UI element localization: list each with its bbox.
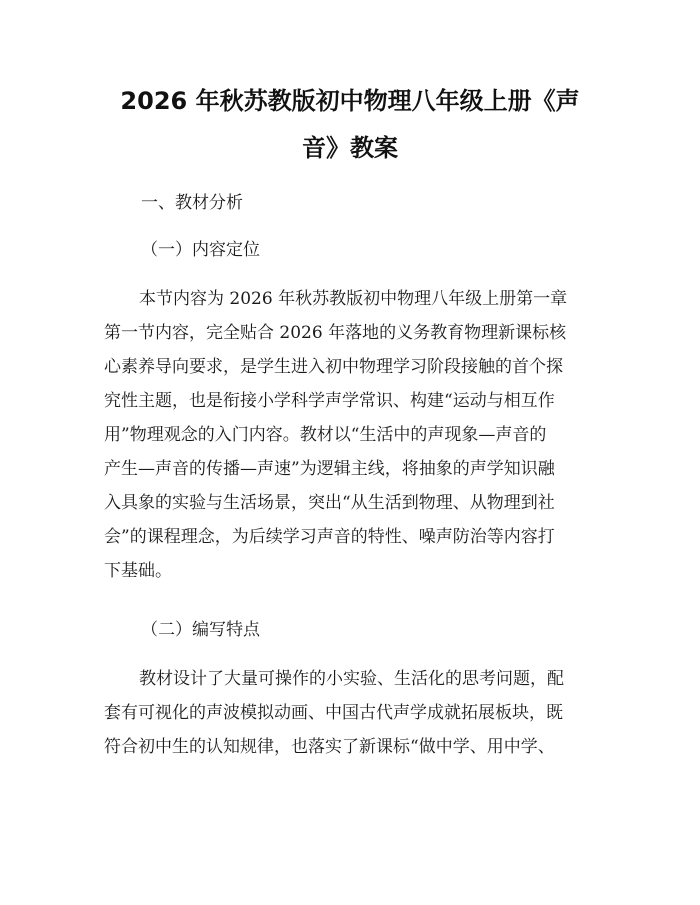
subsection-heading-writing-features: （二）编写特点	[141, 620, 260, 640]
paragraph-line: 究性主题，也是衔接小学科学声学常识、构建“运动与相互作	[104, 391, 555, 411]
document-title-line-2: 音》教案	[302, 134, 398, 162]
paragraph-line: 符合初中生的认知规律，也落实了新课标“做中学、用中学、	[104, 737, 555, 757]
paragraph-line: 用”物理观念的入门内容。教材以“生活中的声现象—声音的	[104, 425, 547, 445]
paragraph-line: 下基础。	[104, 561, 172, 581]
paragraph-line: 入具象的实验与生活场景，突出“从生活到物理、从物理到社	[104, 493, 555, 513]
paragraph-line: 产生—声音的传播—声速”为逻辑主线，将抽象的声学知识融	[104, 459, 555, 479]
document-title-line-1: 2026 年秋苏教版初中物理八年级上册《声	[120, 87, 580, 115]
paragraph-line: 会”的课程理念，为后续学习声音的特性、噪声防治等内容打	[104, 527, 555, 547]
paragraph-line: 套有可视化的声波模拟动画、中国古代声学成就拓展板块，既	[104, 703, 563, 723]
paragraph-line: 心素养导向要求，是学生进入初中物理学习阶段接触的首个探	[104, 357, 563, 377]
paragraph-line: 本节内容为 2026 年秋苏教版初中物理八年级上册第一章	[139, 289, 568, 309]
paragraph-line: 第一节内容，完全贴合 2026 年落地的义务教育物理新课标核	[104, 323, 567, 343]
section-heading-textbook-analysis: 一、教材分析	[141, 193, 243, 213]
paragraph-line: 教材设计了大量可操作的小实验、生活化的思考问题，配	[139, 669, 564, 689]
subsection-heading-content-positioning: （一）内容定位	[141, 240, 260, 260]
